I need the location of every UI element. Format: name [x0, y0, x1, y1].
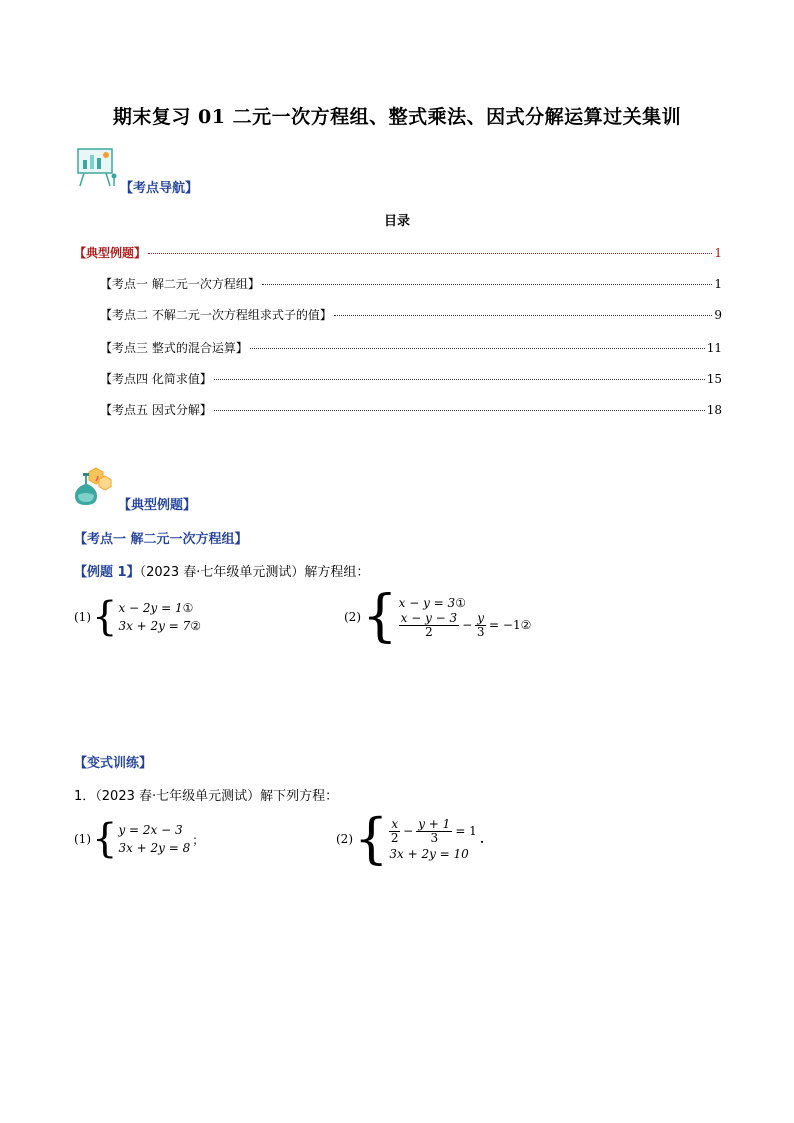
- example-label: 【例题 1】: [74, 565, 140, 580]
- brace: {: [354, 807, 389, 870]
- brace: {: [92, 594, 118, 640]
- toc-leader: [148, 253, 712, 254]
- example-1-line: [74, 561, 369, 580]
- toc-page: 1: [714, 246, 722, 260]
- punctuation: .: [479, 832, 485, 846]
- toc-page: 1: [714, 277, 722, 291]
- circled-mark: ①: [182, 601, 194, 615]
- circled-mark: ②: [190, 619, 202, 633]
- equation-rhs: = −1: [489, 618, 521, 632]
- circled-mark: ②: [520, 618, 532, 632]
- equation-2: 3x + 2y = 8: [118, 841, 191, 855]
- fraction-numerator: x − y − 3: [400, 610, 458, 625]
- toc-page: 11: [706, 341, 722, 355]
- toc-entry-point-1[interactable]: [100, 275, 722, 292]
- page-title: 期末复习 01 二元一次方程组、整式乘法、因式分解运算过关集训: [112, 106, 682, 128]
- equation-2: 3x + 2y = 10: [389, 846, 469, 861]
- example-problem-1: [74, 595, 201, 639]
- toc-page: 15: [706, 372, 722, 386]
- flask-icon: [72, 466, 116, 508]
- toc-label: 【考点二 不解二元一次方程组求式子的值】: [100, 308, 332, 322]
- toc-leader: [250, 348, 705, 349]
- fraction-numerator: y: [477, 610, 485, 625]
- nav-header: 【考点导航】: [120, 181, 199, 196]
- training-problem-2: [336, 807, 485, 870]
- equation-1: x − y = 3: [398, 595, 456, 610]
- minus-sign: −: [403, 824, 414, 838]
- fraction-denominator: 2: [390, 830, 399, 845]
- toc-title: 目录: [383, 214, 410, 229]
- toc-entry-point-4[interactable]: [100, 370, 722, 387]
- toc-leader: [262, 284, 713, 285]
- training-problem-1: [74, 817, 204, 861]
- problem-number: (1): [74, 610, 91, 624]
- toc-leader: [214, 379, 705, 380]
- toc-entry-point-3[interactable]: [100, 339, 722, 356]
- equation-2: 3x + 2y = 7: [118, 619, 191, 633]
- toc-label: 【考点五 因式分解】: [100, 403, 212, 417]
- training-header: 【变式训练】: [74, 756, 153, 771]
- presentation-board-icon: [72, 146, 120, 190]
- fraction-numerator: y + 1: [418, 816, 451, 831]
- problem-number: (2): [344, 610, 361, 624]
- toc-leader: [214, 410, 705, 411]
- toc-leader: [334, 315, 713, 316]
- fraction-denominator: 2: [425, 624, 433, 639]
- toc-label: 【典型例题】: [74, 246, 147, 260]
- fraction-denominator: 3: [430, 830, 439, 845]
- toc-label: 【考点四 化简求值】: [100, 372, 212, 386]
- toc-label: 【考点一 解二元一次方程组】: [100, 277, 260, 291]
- brace: {: [362, 584, 398, 649]
- minus-sign: −: [462, 618, 473, 632]
- point1-heading: 【考点一 解二元一次方程组】: [74, 532, 248, 547]
- equation-1: x − 2y = 1: [118, 601, 183, 615]
- brace: {: [92, 816, 118, 862]
- problem-number: (1): [74, 832, 91, 846]
- toc-page: 9: [714, 308, 722, 322]
- punctuation: ；: [192, 832, 205, 847]
- problem-number: (2): [336, 832, 353, 846]
- fraction-denominator: 3: [476, 624, 485, 639]
- toc-label: 【考点三 整式的混合运算】: [100, 341, 248, 355]
- toc-page: 18: [706, 403, 722, 417]
- training-item-1: 1．（2023 春·七年级单元测试）解下列方程：: [74, 789, 339, 804]
- circled-mark: ①: [455, 595, 466, 610]
- equation-rhs: = 1: [455, 824, 477, 838]
- fraction-numerator: x: [391, 816, 399, 831]
- examples-header: 【典型例题】: [118, 498, 197, 513]
- toc-entry-point-5[interactable]: [100, 401, 722, 418]
- example-problem-2: [344, 584, 532, 649]
- toc-entry-point-2[interactable]: [100, 306, 722, 323]
- toc-entry-examples[interactable]: [74, 244, 722, 261]
- example-text: （2023 春·七年级单元测试）解方程组：: [139, 565, 370, 580]
- equation-1: y = 2x − 3: [118, 823, 183, 837]
